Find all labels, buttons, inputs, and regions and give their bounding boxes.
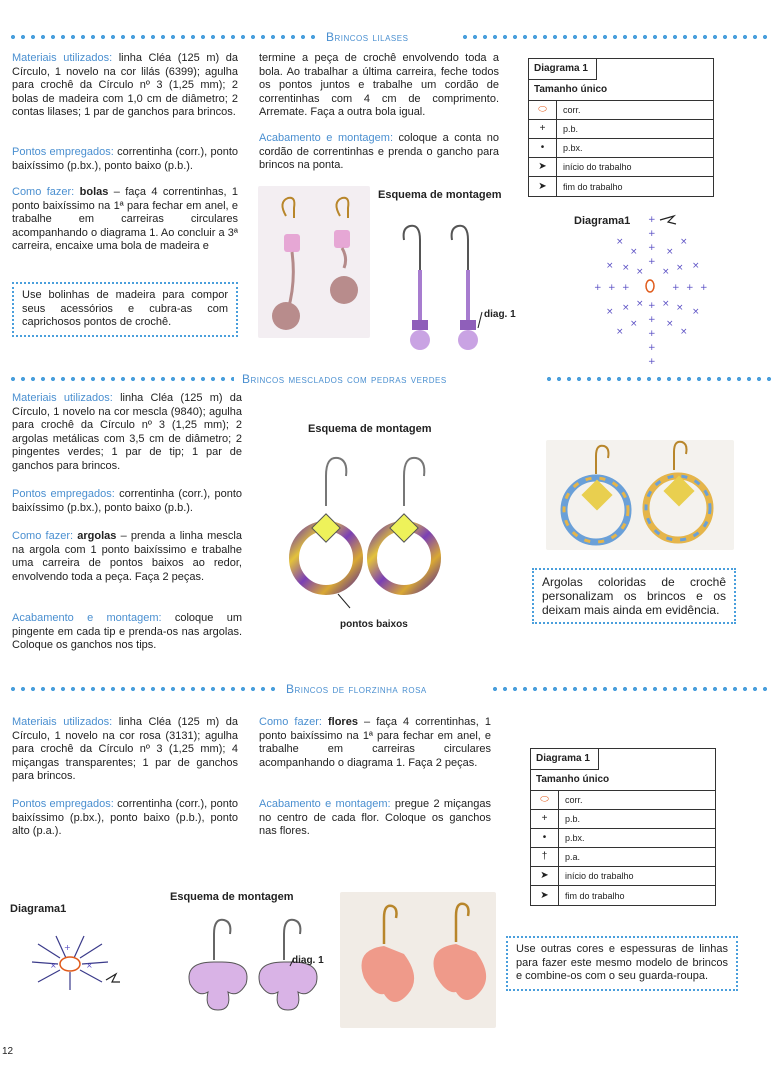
section1-divider-left: [8, 34, 318, 40]
legend-row: + p.b.: [531, 810, 715, 829]
lilac-earrings-photo: [258, 186, 370, 338]
svg-text:+: +: [594, 283, 602, 293]
section3-esquema-title: Esquema de montagem: [170, 891, 294, 903]
legend-row: • p.bx.: [529, 139, 713, 158]
section3-acabamento: Acabamento e montagem: pregue 2 miçangas no centro de cada flor. Coloque os ganchos nas flores.: [259, 798, 491, 837]
legend-row: + p.b.: [529, 120, 713, 139]
svg-text:+: +: [648, 315, 656, 325]
section1-pontos: Pontos empregados: correntinha (corr.), ponto baixíssimo (p.bx.), ponto baixo (p.b.).: [12, 146, 239, 172]
svg-text:×: ×: [606, 261, 614, 271]
legend-row: ➤ fim do trabalho: [531, 886, 715, 905]
legend-title: Diagrama 1: [529, 59, 597, 80]
svg-text:×: ×: [676, 263, 684, 273]
section2-divider-left: [8, 376, 234, 382]
svg-text:×: ×: [692, 261, 700, 271]
section3-divider-right: [490, 686, 772, 692]
section1-esquema-drawing: [398, 210, 518, 360]
legend-row: ⬭ corr.: [529, 101, 713, 120]
section2-divider-right: [544, 376, 772, 382]
svg-text:+: +: [608, 283, 616, 293]
svg-text:×: ×: [616, 327, 624, 337]
section3-legend-table: [530, 748, 716, 906]
section2-pontos-baixos-label: pontos baixos: [340, 619, 408, 630]
svg-text:+: +: [648, 329, 656, 339]
svg-text:×: ×: [666, 247, 674, 257]
section1-crochet-diagram: [586, 214, 716, 364]
svg-text:×: ×: [630, 247, 638, 257]
section1-diag-label: diag. 1: [484, 309, 516, 320]
section3-pontos: Pontos empregados: correntinha (corr.), ponto baixíssimo (p.bx.), ponto baixo (p.b.), ponto alto (p.a.).: [12, 798, 239, 837]
section1-esquema-title: Esquema de montagem: [378, 189, 502, 201]
svg-text:×: ×: [616, 237, 624, 247]
section2-acabamento: Acabamento e montagem: coloque um pingente em cada tip e prenda-os nas argolas. Coloque os ganchos nos tips.: [12, 612, 243, 651]
section1-diagram-title: Diagrama1: [574, 215, 631, 227]
svg-text:×: ×: [622, 263, 630, 273]
section1-acabamento: Acabamento e montagem: coloque a conta no cordão de correntinhas e prenda o gancho para brincos na ponta.: [259, 132, 499, 171]
svg-text:+: +: [622, 283, 630, 293]
section2-esquema-title: Esquema de montagem: [308, 423, 432, 435]
section2-pontos: Pontos empregados: correntinha (corr.), ponto baixíssimo (p.bx.), ponto baixo (p.b.).: [12, 488, 243, 514]
section1-title: Brincos lilases: [326, 30, 409, 44]
svg-text:+: +: [648, 301, 656, 311]
section3-materiais: Materiais utilizados: linha Cléa (125 m) da Círculo, 1 novelo na cor rosa (3131); agulha para crochê da Círculo nº 3 (1,25 mm); 4 miçangas transparentes; 1 par de ganchos para brincos.: [12, 716, 238, 782]
section1-tip-box: Use bolinhas de madeira para compor seus acessórios e cubra-as com caprichosos pontos de crochê.: [12, 282, 238, 337]
legend-row: ➤ início do trabalho: [531, 867, 715, 886]
legend-row: ➤ início do trabalho: [529, 158, 713, 177]
svg-text:+: +: [648, 229, 656, 239]
legend-row: • p.bx.: [531, 829, 715, 848]
mixed-earrings-photo: [546, 440, 734, 550]
section2-como-fazer: Como fazer: argolas – prenda a linha mescla na argola com 1 ponto baixíssimo e trabalhe uma carreira de pontos baixos ao redor, envolvendo toda a peça. Faça 2 peças.: [12, 530, 242, 583]
legend-row: ➤ fim do trabalho: [529, 177, 713, 196]
section2-tip-box: Argolas coloridas de crochê personalizam os brincos e os deixam mais ainda em evidência.: [532, 568, 736, 624]
svg-text:×: ×: [662, 299, 670, 309]
page-number: 12: [2, 1046, 14, 1057]
pink-flower-earrings-photo: [340, 892, 496, 1028]
svg-text:×: ×: [662, 267, 670, 277]
svg-text:+: +: [648, 343, 656, 353]
section2-esquema-drawing: [286, 446, 456, 616]
section1-legend-table: [528, 58, 714, 197]
svg-text:+: +: [648, 257, 656, 267]
legend-title: Diagrama 1: [531, 749, 599, 770]
section1-divider-right: [460, 34, 772, 40]
svg-text:×: ×: [50, 961, 57, 970]
section3-divider-left: [8, 686, 278, 692]
section3-crochet-diagram: [14, 920, 124, 1000]
legend-size: Tamanho único: [531, 770, 715, 791]
legend-row: ⬭ corr.: [531, 791, 715, 810]
svg-text:+: +: [648, 357, 656, 364]
svg-text:×: ×: [666, 319, 674, 329]
svg-text:×: ×: [680, 327, 688, 337]
svg-text:×: ×: [630, 319, 638, 329]
svg-text:+: +: [648, 215, 656, 225]
svg-text:+: +: [700, 283, 708, 293]
section2-materiais: Materiais utilizados: linha Cléa (125 m) da Círculo, 1 novelo na cor mescla (9840); agulha para crochê da Círculo nº 3 (1,25 mm); 2 argolas metálicas com 3,5 cm de diâmetro; 2 pingentes verdes; 1 par de tip; 1 par de ganchos para brincos.: [12, 392, 243, 472]
svg-text:×: ×: [676, 303, 684, 313]
svg-text:×: ×: [86, 961, 93, 970]
svg-text:×: ×: [636, 299, 644, 309]
svg-text:+: +: [686, 283, 694, 293]
svg-text:+: +: [64, 943, 71, 952]
svg-text:×: ×: [606, 307, 614, 317]
svg-text:×: ×: [680, 237, 688, 247]
svg-text:+: +: [648, 243, 656, 253]
svg-text:×: ×: [692, 307, 700, 317]
section1-continuation: termine a peça de crochê envolvendo toda a bola. Ao trabalhar a última carreira, feche todos os pontos juntos e trabalhe um cordão de correntinhas com 4 cm de comprimento. Arremate. Faça a outra bola igual.: [259, 52, 499, 118]
section3-tip-box: Use outras cores e espessuras de linhas para fazer este mesmo modelo de brincos e combine-os com o seu guarda-roupa.: [506, 936, 738, 991]
section1-materiais: Materiais utilizados: linha Cléa (125 m) da Círculo, 1 novelo na cor lilás (6399); agulha para crochê da Círculo nº 3 (1,25 mm); 2 bolas de madeira com 1,0 cm de diâmetro; 2 contas lilases; 1 par de ganchos para brincos.: [12, 52, 238, 118]
svg-text:+: +: [672, 283, 680, 293]
legend-row: † p.a.: [531, 848, 715, 867]
svg-text:×: ×: [622, 303, 630, 313]
section1-como-fazer: Como fazer: bolas – faça 4 correntinhas, 1 ponto baixíssimo na 1ª para fechar em anel, e trabalhe em carreiras circulares acompanhando o diagrama 1. Ao concluir a 3ª carreira, encaixe uma bola de madeira e: [12, 186, 238, 252]
section2-title: Brincos mesclados com pedras verdes: [242, 372, 447, 386]
section3-diag-label: diag. 1: [292, 955, 324, 966]
section3-como-fazer: Como fazer: flores – faça 4 correntinhas, 1 ponto baixíssimo na 1ª para fechar em anel, e trabalhe em carreiras circulares acompanhando o diagrama 1. Faça 2 peças.: [259, 716, 491, 769]
section3-diagram-title: Diagrama1: [10, 903, 67, 915]
section3-title: Brincos de florzinha rosa: [286, 682, 427, 696]
svg-text:×: ×: [636, 267, 644, 277]
legend-size: Tamanho único: [529, 80, 713, 101]
